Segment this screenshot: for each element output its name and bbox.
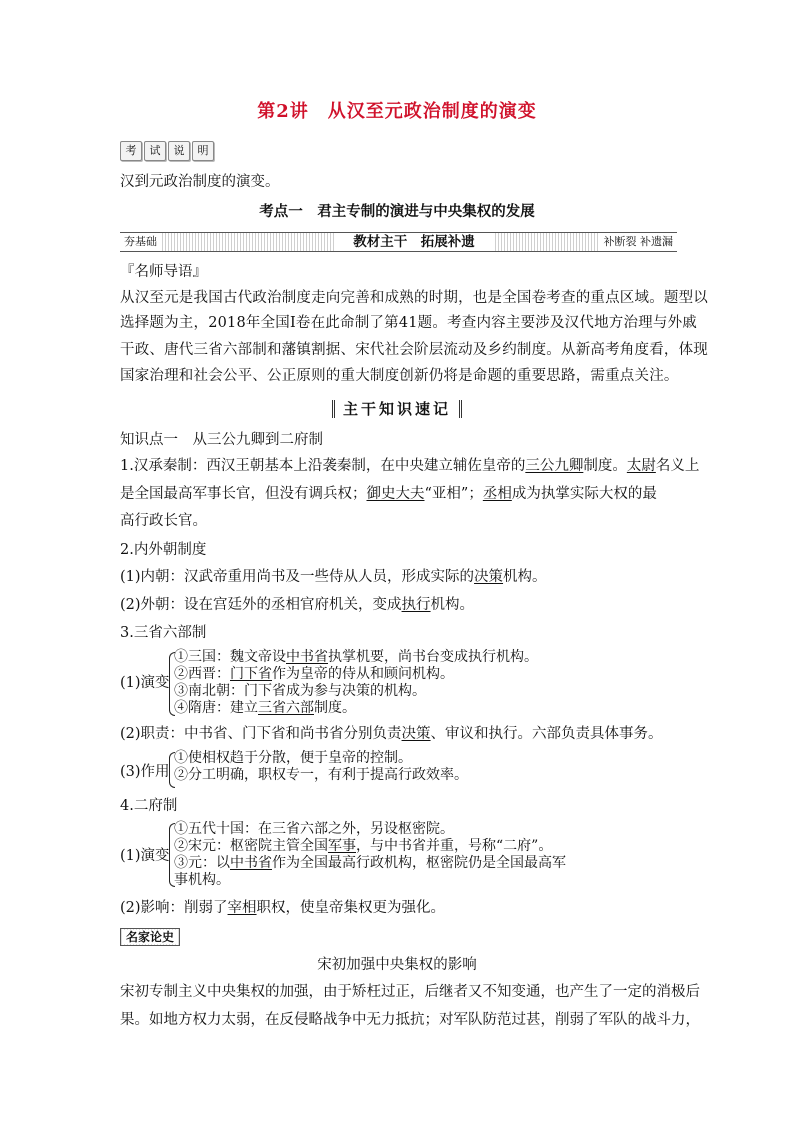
s1-line3: 高行政长官。: [120, 513, 207, 529]
s4-effect: (2)影响：削弱了宰相职权，使皇帝集权更为强化。: [120, 900, 446, 916]
s4-evolution-label: (1)演变: [120, 848, 170, 864]
famous-label: 名家论史: [120, 928, 180, 946]
s3-evo-3: ③南北朝：门下省成为参与决策的机构。: [174, 683, 426, 699]
exam-note-content: 汉到元政治制度的演变。: [120, 174, 280, 190]
badge-char: 说: [168, 141, 190, 161]
badge-char: 试: [144, 141, 166, 161]
teacher-guide-line: 干政、唐代三省六部制和藩镇割据、宋代社会阶层流动及乡约制度。从新高考角度看，体现: [120, 342, 708, 358]
s4-evo-3: ③元：以中书省作为全国最高行政机构，枢密院仍是全国最高军: [174, 855, 566, 871]
section-bar: [120, 232, 677, 252]
s3-function-label: (3)作用: [120, 764, 170, 780]
s3-evo-2: ②西晋：门下省作为皇帝的侍从和顾问机构。: [174, 666, 454, 682]
teacher-guide-line: 选择题为主，2018年全国Ⅰ卷在此命制了第41题。考查内容主要涉及汉代地方治理与外戚: [120, 315, 697, 331]
s1-line1: 1.汉承秦制：西汉王朝基本上沿袭秦制，在中央建立辅佐皇帝的三公九卿制度。太尉名义上: [120, 458, 700, 474]
s3-duty: (2)职责：中书省、门下省和尚书省分别负责决策、审议和执行。六部负责具体事务。: [120, 726, 663, 742]
s3-func-1: ①使相权趋于分散，便于皇帝的控制。: [174, 750, 412, 766]
knowledge-heading: 主干知识速记: [0, 398, 794, 419]
s1-line2: 是全国最高军事长官，但没有调兵权；御史大夫“亚相”；丞相成为执掌实际大权的最: [120, 486, 657, 502]
s2-inner-court: (1)内朝：汉武帝重用尚书及一些侍从人员，形成实际的决策机构。: [120, 569, 547, 585]
s2-title: 2.内外朝制度: [120, 542, 207, 558]
topic-title: 考点一 君主专制的演进与中央集权的发展: [259, 203, 535, 220]
kp1-title: 知识点一 从三公九卿到二府制: [120, 432, 323, 448]
exam-note-badge: [120, 139, 216, 159]
s4-evo-1: ①五代十国：在三省六部之外，另设枢密院。: [174, 821, 454, 837]
s3-evo-4: ④隋唐：建立三省六部制度。: [174, 700, 356, 716]
teacher-guide-line: 国家治理和社会公平、公正原则的重大制度创新仍将是命题的重要思路，需重点关注。: [120, 368, 679, 384]
s3-title: 3.三省六部制: [120, 625, 207, 641]
badge-char: 明: [192, 141, 214, 161]
s4-evo-3-cont: 事机构。: [174, 872, 230, 888]
famous-line: 果。如地方权力太弱，在反侵略战争中无力抵抗；对军队防范过甚，削弱了军队的战斗力，: [120, 1012, 700, 1028]
teacher-guide-header: 『名师导语』: [120, 264, 207, 280]
famous-line: 宋初专制主义中央集权的加强，由于矫枉过正，后继者又不知变通，也产生了一定的消极后: [120, 984, 700, 1000]
bar-center-label: 教材主干 拓展补遗: [334, 233, 494, 251]
badge-char: 考: [120, 141, 142, 161]
s3-evolution-label: (1)演变: [120, 675, 170, 691]
s4-title: 4.二府制: [120, 798, 178, 814]
bar-right-label: 补断裂 补遗漏: [600, 233, 678, 251]
s3-func-2: ②分工明确，职权专一，有利于提高行政效率。: [174, 767, 468, 783]
s3-evo-1: ①三国：魏文帝设中书省执掌机要，尚书台变成执行机构。: [174, 649, 538, 665]
bar-left-label: 夯基础: [120, 233, 161, 251]
teacher-guide-line: 从汉至元是我国古代政治制度走向完善和成熟的时期，也是全国卷考查的重点区域。题型以: [120, 290, 708, 306]
page-title: 第2讲 从汉至元政治制度的演变: [257, 101, 537, 122]
s4-evo-2: ②宋元：枢密院主管全国军事，与中书省并重，号称“二府”。: [174, 838, 553, 854]
s2-outer-court: (2)外朝：设在宫廷外的丞相官府机关，变成执行机构。: [120, 597, 475, 613]
famous-title: 宋初加强中央集权的影响: [317, 957, 477, 973]
